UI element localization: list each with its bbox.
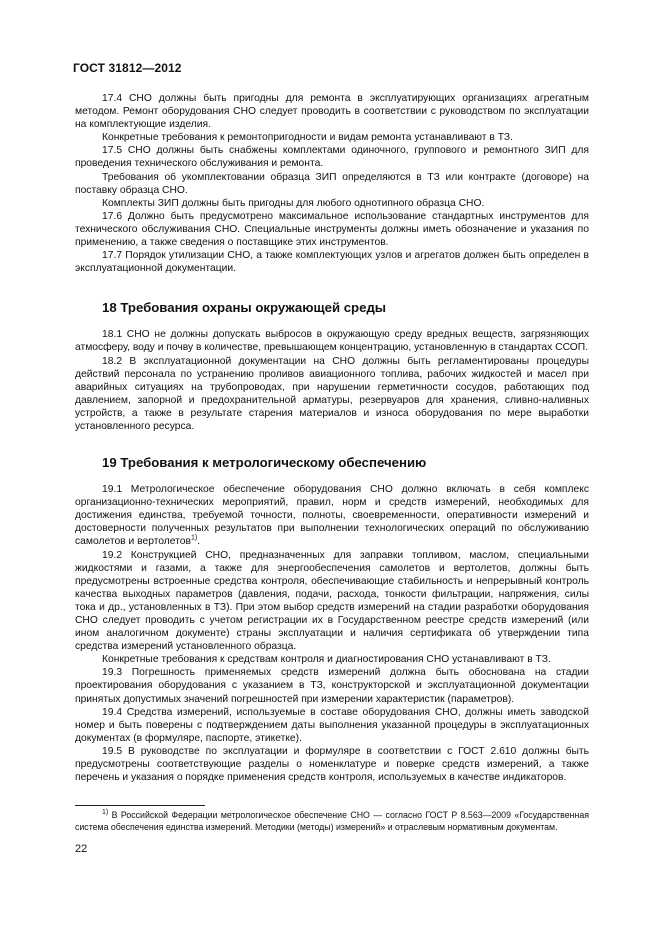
footnote xyxy=(75,810,589,833)
paragraph: Конкретные требования к средствам контроля и диагностирования СНО устанавливают в ТЗ. xyxy=(102,654,551,666)
paragraph-18-2: 18.2 В эксплуатационной документации на СНО должны быть регламентированы процедуры действий персонала по устранению проливов авиационного топлива, рабочих жидкостей и масел при аварийных ситуациях на трубопроводах, при нарушении герметичности сосудов, работающих под давлением, запорной и предохранительной арматуры, резервуаров для хранения, сливно-наливных устройств, а также в результате старения материалов и износа оборудования по мере выработки установленного ресурса. xyxy=(75,355,589,432)
section-19 xyxy=(75,483,589,784)
footnote-marker: 1) xyxy=(102,809,109,817)
section-19-heading: 19 Требования к метрологическому обеспечению xyxy=(102,455,427,471)
footnote-text: В Российской Федерации метрологическое обеспечение СНО — согласно ГОСТ Р 8.563—2009 «Государственная система обеспечения единства измерений. Методики (методы) измерений» и отраслевым нормативным документам. xyxy=(75,810,589,832)
paragraph-17-7: 17.7 Порядок утилизации СНО, а также комплектующих узлов и агрегатов должен быть определен в эксплуатационной документации. xyxy=(75,250,589,275)
paragraph-19-1 xyxy=(75,483,589,548)
paragraph: Требования об укомплектовании образца ЗИП определяются в ТЗ или контракте (договоре) на поставку образца СНО. xyxy=(75,171,589,196)
paragraph-18-1: 18.1 СНО не должны допускать выбросов в окружающую среду вредных веществ, загрязняющих атмосферу, воду и почву в количестве, превышающем концентрацию, установленную в стандартах ССОП. xyxy=(75,329,589,354)
paragraph-17-4: 17.4 СНО должны быть пригодны для ремонта в эксплуатирующих организациях агрегатным методом. Ремонт оборудования СНО следует проводить в соответствии с руководством по эксплуатации на комплектующие изделия. xyxy=(75,93,589,131)
paragraph: Комплекты ЗИП должны быть пригодны для любого однотипного образца СНО. xyxy=(102,197,485,209)
paragraph-19-4: 19.4 Средства измерений, используемые в составе оборудования СНО, должны иметь заводской номер и быть поверены с подтверждением даты выполнения указанной процедуры в эксплуатационных документах (в формуляре, паспорте, этикетке). xyxy=(75,706,589,744)
section-17-continuation xyxy=(75,92,589,275)
paragraph-17-6: 17.6 Должно быть предусмотрено максимальное использование стандартных инструментов для технического обслуживания СНО. Специальные инструменты должны иметь обозначение и указания по применению, а также сведения о поставщике этих инструментов. xyxy=(75,210,589,249)
paragraph-19-1-end: . xyxy=(197,536,201,548)
section-18 xyxy=(75,328,589,433)
page-content xyxy=(75,92,589,784)
paragraph-19-5: 19.5 В руководстве по эксплуатации и формуляре в соответствии с ГОСТ 2.610 должны быть предусмотрены соответствующие разделы о номенклатуре и поверке средств измерений, а также перечень и указания о порядке применения средств контроля, используемых в качестве индикаторов. xyxy=(75,745,589,784)
paragraph: Конкретные требования к ремонтопригодности и видам ремонта устанавливают в ТЗ. xyxy=(102,132,513,144)
footnote-reference: 1) xyxy=(191,535,198,543)
paragraph-19-2: 19.2 Конструкцией СНО, предназначенных для заправки топливом, маслом, специальными жидкостями и газами, а также для энергообеспечения самолетов и вертолетов, должны быть предусмотрены встроенные средства контроля, обеспечивающие стабильность и непрерывный контроль качества выходных параметров (давления, подачи, расхода, тонкости фильтрации, напряжения, силы тока и др., установленных в ТЗ). При этом выбор средств измерений на стадии разработки оборудования СНО следует проводить с учетом регистрации их в Государственном реестре средств измерений (или ином аналогичном документе) страны эксплуатации и наличия сертификата об утверждении типа средства измерений установленного образца. xyxy=(75,549,589,653)
paragraph-17-5: 17.5 СНО должны быть снабжены комплектами одиночного, группового и ремонтного ЗИП для проведения технического обслуживания и ремонта. xyxy=(75,145,589,170)
page-number: 22 xyxy=(75,843,88,855)
paragraph-19-1-text: 19.1 Метрологическое обеспечение оборудования СНО должно включать в себя комплекс организационно-технических мероприятий, правил, норм и средств измерений, необходимых для достижения единства, требуемой точности, полноты, своевременности, оперативности измерений и достоверности полученных результатов при выполнении технологических операций по обслуживанию самолетов и вертолетов xyxy=(75,484,589,548)
section-18-heading: 18 Требования охраны окружающей среды xyxy=(102,300,387,316)
footnote-divider xyxy=(75,805,205,806)
paragraph-19-3: 19.3 Погрешность применяемых средств измерений должна быть обоснована на стадии проектирования оборудования с указанием в ТЗ, конструкторской и эксплуатационной документации принятых допустимых значений погрешностей при измерении характеристик (параметров). xyxy=(75,667,589,705)
document-header: ГОСТ 31812—2012 xyxy=(73,61,182,75)
